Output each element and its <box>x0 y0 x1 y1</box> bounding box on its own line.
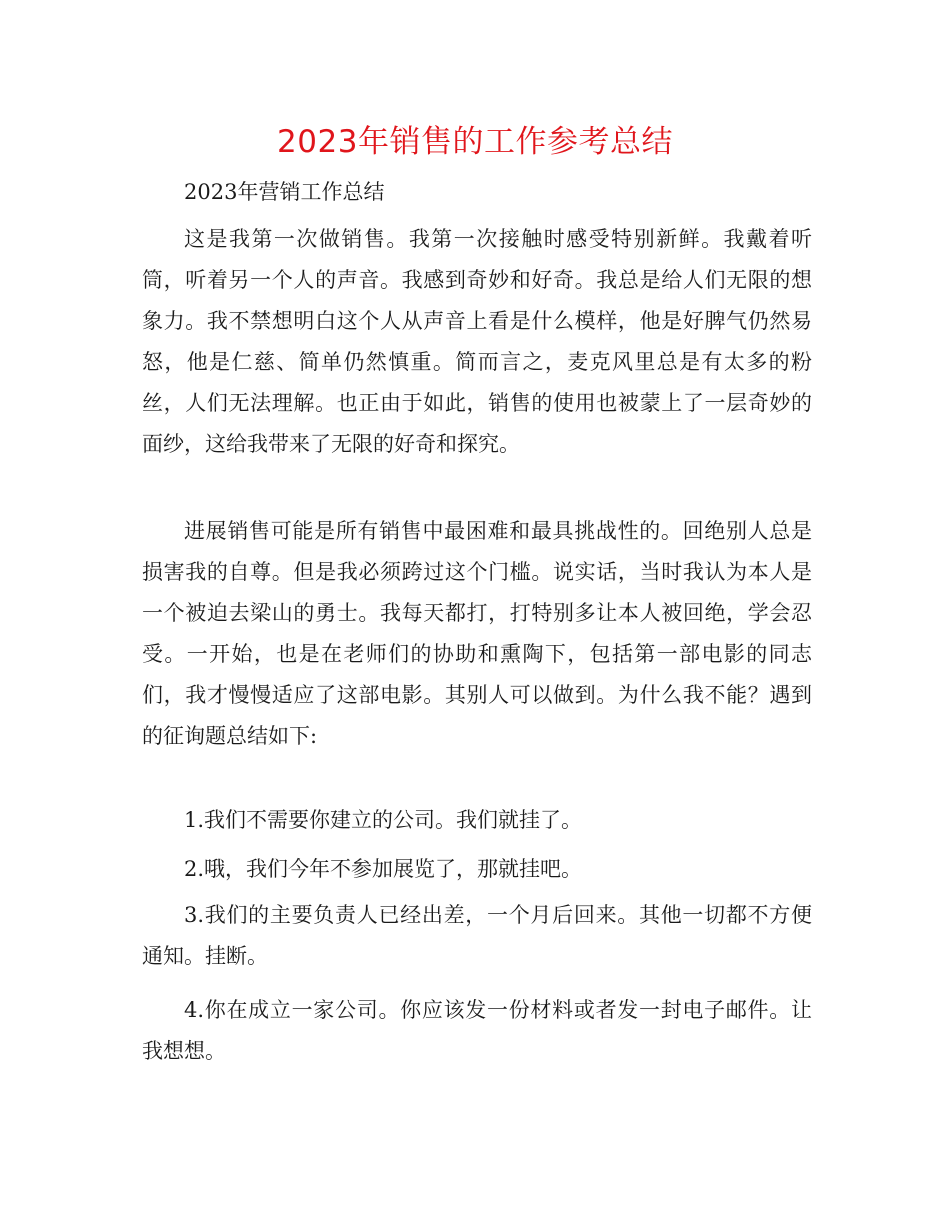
subtitle-paragraph: 2023年营销工作总结 <box>184 180 385 204</box>
list-item: 3.我们的主要负责人已经出差，一个月后回来。其他一切都不方便通知。挂断。 <box>142 903 812 968</box>
list-item: 2.哦，我们今年不参加展览了，那就挂吧。 <box>184 857 583 881</box>
challenge-paragraph: 进展销售可能是所有销售中最困难和最具挑战性的。回绝别人总是损害我的自尊。但是我必须跨过这个门槛。说实话，当时我认为本人是一个被迫去梁山的勇士。我每天都打，打特别多让本人被回绝，学会忍受。一开始，也是在老师们的协助和熏陶下，包括第一部电影的同志们，我才慢慢适应了这部电影。其别人可以做到。为什么我不能？遇到的征询题总结如下: <box>142 519 812 748</box>
list-item: 4.你在成立一家公司。你应该发一份材料或者发一封电子邮件。让我想想。 <box>142 998 812 1063</box>
document-title: 2023年销售的工作参考总结 <box>277 124 673 160</box>
intro-paragraph: 这是我第一次做销售。我第一次接触时感受特别新鲜。我戴着听筒，听着另一个人的声音。我感到奇妙和好奇。我总是给人们无限的想象力。我不禁想明白这个人从声音上看是什么模样，他是好脾气仍然易怒，他是仁慈、简单仍然慎重。简而言之，麦克风里总是有太多的粉丝，人们无法理解。也正由于如此，销售的使用也被蒙上了一层奇妙的面纱，这给我带来了无限的好奇和探究。 <box>142 227 812 456</box>
list-item: 1.我们不需要你建立的公司。我们就挂了。 <box>184 808 583 832</box>
